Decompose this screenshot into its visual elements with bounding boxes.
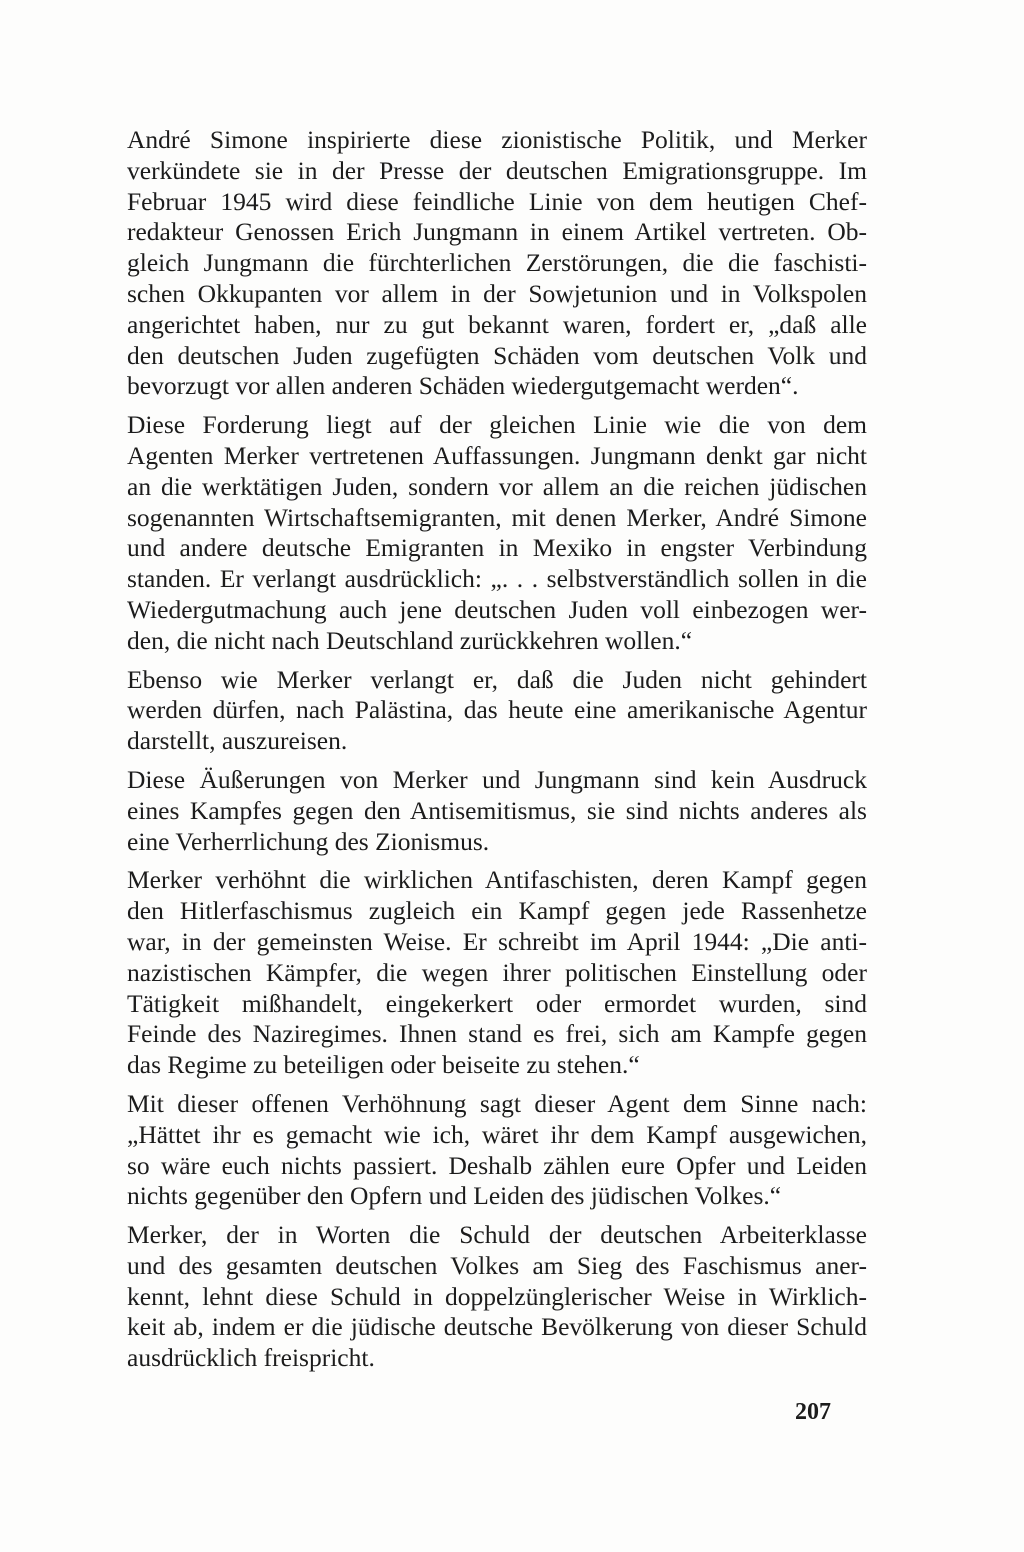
- text-line: Feinde des Naziregimes. Ihnen stand es frei, sich am Kampfe gegen: [127, 1019, 867, 1049]
- text-line: an die werktätigen Juden, sondern vor allem an die reichen jüdischen: [127, 471, 867, 501]
- text-line: Wiedergutmachung auch jene deutschen Juden voll einbezogen wer-: [127, 594, 867, 624]
- text-line: bevorzugt vor allen anderen Schäden wiedergutgemacht werden“.: [127, 371, 799, 401]
- text-line: Tätigkeit mißhandelt, eingekerkert oder ermordet wurden, sind: [127, 988, 867, 1018]
- paragraph: [127, 410, 867, 656]
- text-line: kennt, lehnt diese Schuld in doppelzünglerischer Weise in Wirklich-: [127, 1281, 867, 1311]
- text-line: ausdrücklich freispricht.: [127, 1343, 375, 1373]
- text-line: nazistischen Kämpfer, die wegen ihrer politischen Einstellung oder: [127, 957, 867, 987]
- page-number: 207: [795, 1399, 831, 1425]
- text-line: Merker verhöhnt die wirklichen Antifaschisten, deren Kampf gegen: [127, 865, 867, 895]
- paragraph: [127, 125, 867, 402]
- text-line: gleich Jungmann die fürchterlichen Zerstörungen, die die faschisti-: [127, 248, 867, 278]
- text-line: eines Kampfes gegen den Antisemitismus, sie sind nichts anderes als: [127, 795, 867, 825]
- text-line: Agenten Merker vertretenen Auffassungen. Jungmann denkt gar nicht: [127, 440, 867, 470]
- text-line: Merker, der in Worten die Schuld der deutschen Arbeiterklasse: [127, 1220, 867, 1250]
- paragraph: [127, 765, 867, 857]
- text-line: und des gesamten deutschen Volkes am Sieg des Faschismus aner-: [127, 1250, 867, 1280]
- text-line: Mit dieser offenen Verhöhnung sagt dieser Agent dem Sinne nach:: [127, 1088, 867, 1118]
- text-line: Diese Forderung liegt auf der gleichen Linie wie die von dem: [127, 410, 867, 440]
- text-line: schen Okkupanten vor allem in der Sowjetunion und in Volkspolen: [127, 278, 867, 308]
- body-text: [127, 125, 867, 1382]
- text-line: den, die nicht nach Deutschland zurückkehren wollen.“: [127, 625, 693, 655]
- text-line: verkündete sie in der Presse der deutschen Emigrationsgruppe. Im: [127, 155, 867, 185]
- text-line: André Simone inspirierte diese zionistische Politik, und Merker: [127, 125, 867, 154]
- text-line: angerichtet haben, nur zu gut bekannt waren, fordert er, „daß alle: [127, 309, 867, 339]
- text-line: keit ab, indem er die jüdische deutsche Bevölkerung von dieser Schuld: [127, 1312, 867, 1342]
- text-line: den deutschen Juden zugefügten Schäden vom deutschen Volk und: [127, 340, 867, 370]
- text-line: Februar 1945 wird diese feindliche Linie von dem heutigen Chef-: [127, 186, 867, 216]
- text-line: standen. Er verlangt ausdrücklich: „. . . selbstverständlich sollen in die: [127, 564, 867, 594]
- paragraph: [127, 1220, 867, 1374]
- text-line: sogenannten Wirtschaftsemigranten, mit denen Merker, André Simone: [127, 502, 867, 532]
- paragraph: [127, 1089, 867, 1212]
- text-line: darstellt, auszureisen.: [127, 726, 348, 756]
- text-line: Ebenso wie Merker verlangt er, daß die Juden nicht gehindert: [127, 664, 867, 694]
- text-line: und andere deutsche Emigranten in Mexiko in engster Verbindung: [127, 533, 867, 563]
- paragraph: [127, 865, 867, 1081]
- text-line: Diese Äußerungen von Merker und Jungmann sind kein Ausdruck: [127, 764, 867, 794]
- text-line: werden dürfen, nach Palästina, das heute eine amerikanische Agentur: [127, 695, 867, 725]
- text-line: den Hitlerfaschismus zugleich ein Kampf gegen jede Rassenhetze: [127, 896, 867, 926]
- text-line: redakteur Genossen Erich Jungmann in einem Artikel vertreten. Ob-: [127, 217, 867, 247]
- text-line: „Hättet ihr es gemacht wie ich, wäret ihr dem Kampf ausgewichen,: [127, 1119, 867, 1149]
- text-line: so wäre euch nichts passiert. Deshalb zählen eure Opfer und Leiden: [127, 1150, 867, 1180]
- paragraph: [127, 665, 867, 757]
- text-line: war, in der gemeinsten Weise. Er schreibt im April 1944: „Die anti-: [127, 926, 867, 956]
- text-line: nichts gegenüber den Opfern und Leiden des jüdischen Volkes.“: [127, 1181, 782, 1211]
- text-line: das Regime zu beteiligen oder beiseite zu stehen.“: [127, 1050, 640, 1080]
- text-line: eine Verherrlichung des Zionismus.: [127, 826, 490, 856]
